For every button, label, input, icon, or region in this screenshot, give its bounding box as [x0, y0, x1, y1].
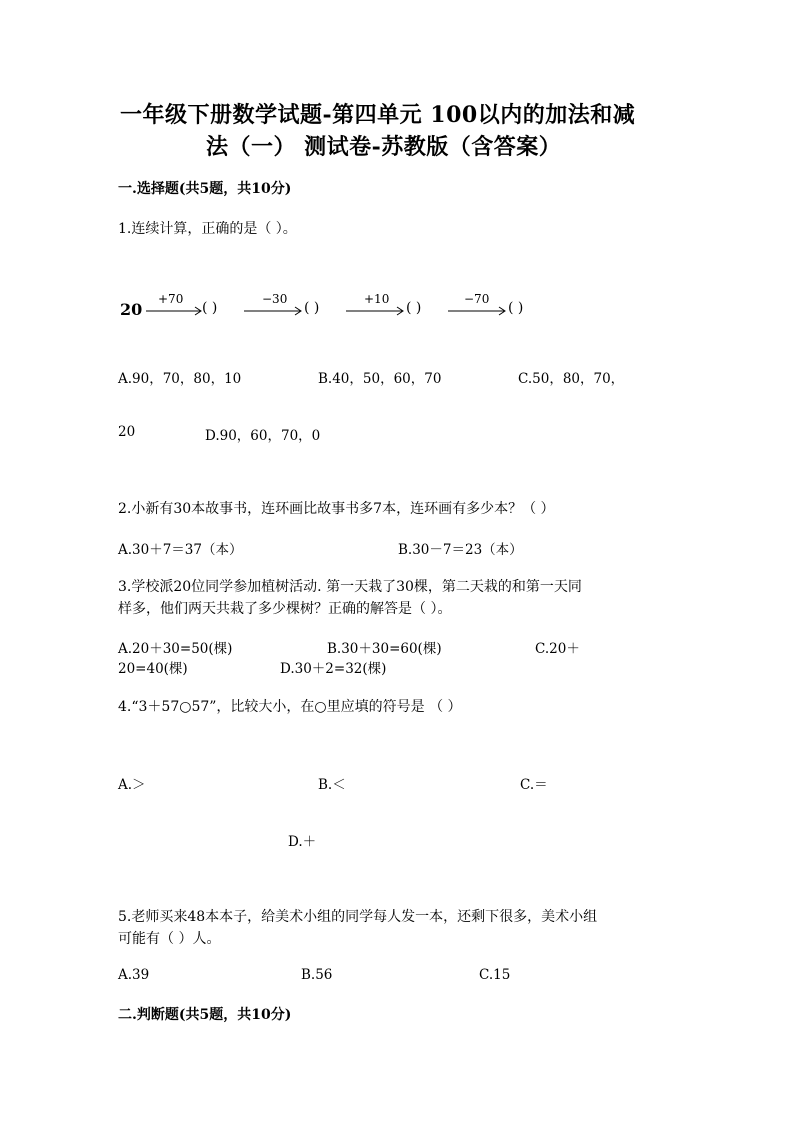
q1-option-d: D.90，60，70，0 [205, 428, 321, 444]
q1-option-c: C.50，80，70， [518, 371, 625, 387]
arrow-icon [244, 307, 304, 315]
q4-option-a: A.＞ [118, 777, 146, 793]
q1-option-c-cont: 20 [118, 424, 136, 440]
q3-stem-line1: 3.学校派20位同学参加植树活动. 第一天栽了30棵，第二天栽的和第一天同 [118, 579, 582, 595]
chain-blank-4: ( ) [508, 300, 524, 316]
q2-stem: 2.小新有30本故事书，连环画比故事书多7本，连环画有多少本？（ ） [118, 501, 555, 517]
q2-option-a: A.30＋7＝37（本） [118, 542, 243, 558]
q5-option-b: B.56 [301, 967, 333, 983]
chain-op-3: +10 [364, 292, 390, 306]
q5-option-a: A.39 [118, 967, 150, 983]
q3-option-b: B.30＋30=60(棵) [327, 641, 442, 657]
chain-blank-1: ( ) [202, 300, 218, 316]
q3-option-c-cont: 20=40(棵) [118, 661, 188, 677]
chain-blank-3: ( ) [406, 300, 422, 316]
arrow-icon [346, 307, 406, 315]
q3-option-c: C.20＋ [535, 641, 580, 657]
q1-calc-chain [118, 290, 578, 322]
q5-stem-line2: 可能有（ ）人。 [118, 931, 221, 947]
q3-option-a: A.20＋30=50(棵) [118, 641, 233, 657]
q3-stem-line2: 样多，他们两天共栽了多少棵树？正确的解答是（ ）。 [118, 601, 452, 617]
q1-stem: 1.连续计算，正确的是（ ）。 [118, 221, 297, 237]
q1-option-b: B.40，50，60，70 [318, 371, 442, 387]
chain-op-1: +70 [158, 292, 184, 306]
chain-blank-2: ( ) [304, 300, 320, 316]
arrow-icon [146, 307, 204, 315]
q1-option-a: A.90，70，80，10 [118, 371, 242, 387]
chain-op-4: −70 [464, 292, 490, 306]
page-title-line1: 一年级下册数学试题-第四单元 100以内的加法和减 [120, 102, 636, 128]
q5-stem-line1: 5.老师买来48本本子，给美术小组的同学每人发一本，还剩下很多，美术小组 [118, 909, 598, 925]
section2-heading: 二.判断题(共5题，共10分) [118, 1007, 292, 1023]
arrow-icon [448, 307, 508, 315]
section1-heading: 一.选择题(共5题，共10分) [118, 181, 292, 197]
q4-stem: 4.“3＋57○57”，比较大小，在○里应填的符号是 （ ） [118, 699, 462, 715]
chain-op-2: −30 [262, 292, 288, 306]
q4-option-c: C.＝ [520, 777, 548, 793]
q5-option-c: C.15 [479, 967, 511, 983]
q2-option-b: B.30－7＝23（本） [398, 542, 523, 558]
page-title-line2: 法（一） 测试卷-苏教版（含答案） [206, 134, 562, 160]
q4-option-d: D.＋ [288, 834, 317, 850]
q3-option-d: D.30＋2=32(棵) [280, 661, 387, 677]
q4-option-b: B.＜ [318, 777, 346, 793]
chain-start: 20 [120, 300, 143, 319]
